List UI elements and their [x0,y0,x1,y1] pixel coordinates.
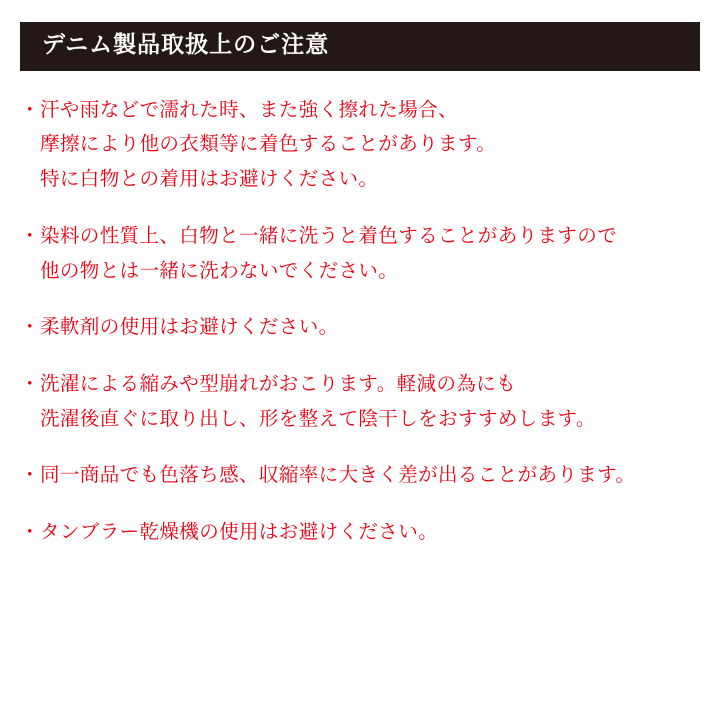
list-item [20,93,700,197]
note-text [40,310,700,345]
note-text [40,367,700,436]
page-title-bar [20,22,700,71]
note-text [40,93,700,197]
bullet-icon: ・ [20,223,40,247]
note-line: 洗濯後直ぐに取り出し、形を整えて陰干しをおすすめします。 [40,406,596,430]
list-item [20,310,700,345]
note-text [40,515,700,550]
note-line: 汗や雨などで濡れた時、また強く擦れた場合、 [40,97,458,121]
notes-list [20,71,700,550]
note-line: タンブラー乾燥機の使用はお避けください。 [40,520,439,544]
page-title: デニム製品取扱上のご注意 [42,32,330,58]
note-line: 洗濯による縮みや型崩れがおこります。軽減の為にも [40,371,517,395]
note-line: 柔軟剤の使用はお避けください。 [40,315,339,339]
bullet-icon: ・ [20,463,40,487]
bullet-icon: ・ [20,315,40,339]
note-line: 摩擦により他の衣類等に着色することがあります。 [40,132,497,156]
note-line: 特に白物との着用はお避けください。 [40,167,379,191]
list-item [20,515,700,550]
note-line: 染料の性質上、白物と一緒に洗うと着色することがありますので [40,223,618,247]
note-text [40,219,700,288]
list-item [20,458,700,493]
bullet-icon: ・ [20,97,40,121]
note-line: 同一商品でも色落ち感、収縮率に大きく差が出ることがあります。 [40,463,636,487]
bullet-icon: ・ [20,520,40,544]
list-item [20,367,700,436]
note-line: 他の物とは一緒に洗わないでください。 [40,258,399,282]
note-text [40,458,700,493]
bullet-icon: ・ [20,371,40,395]
list-item [20,219,700,288]
